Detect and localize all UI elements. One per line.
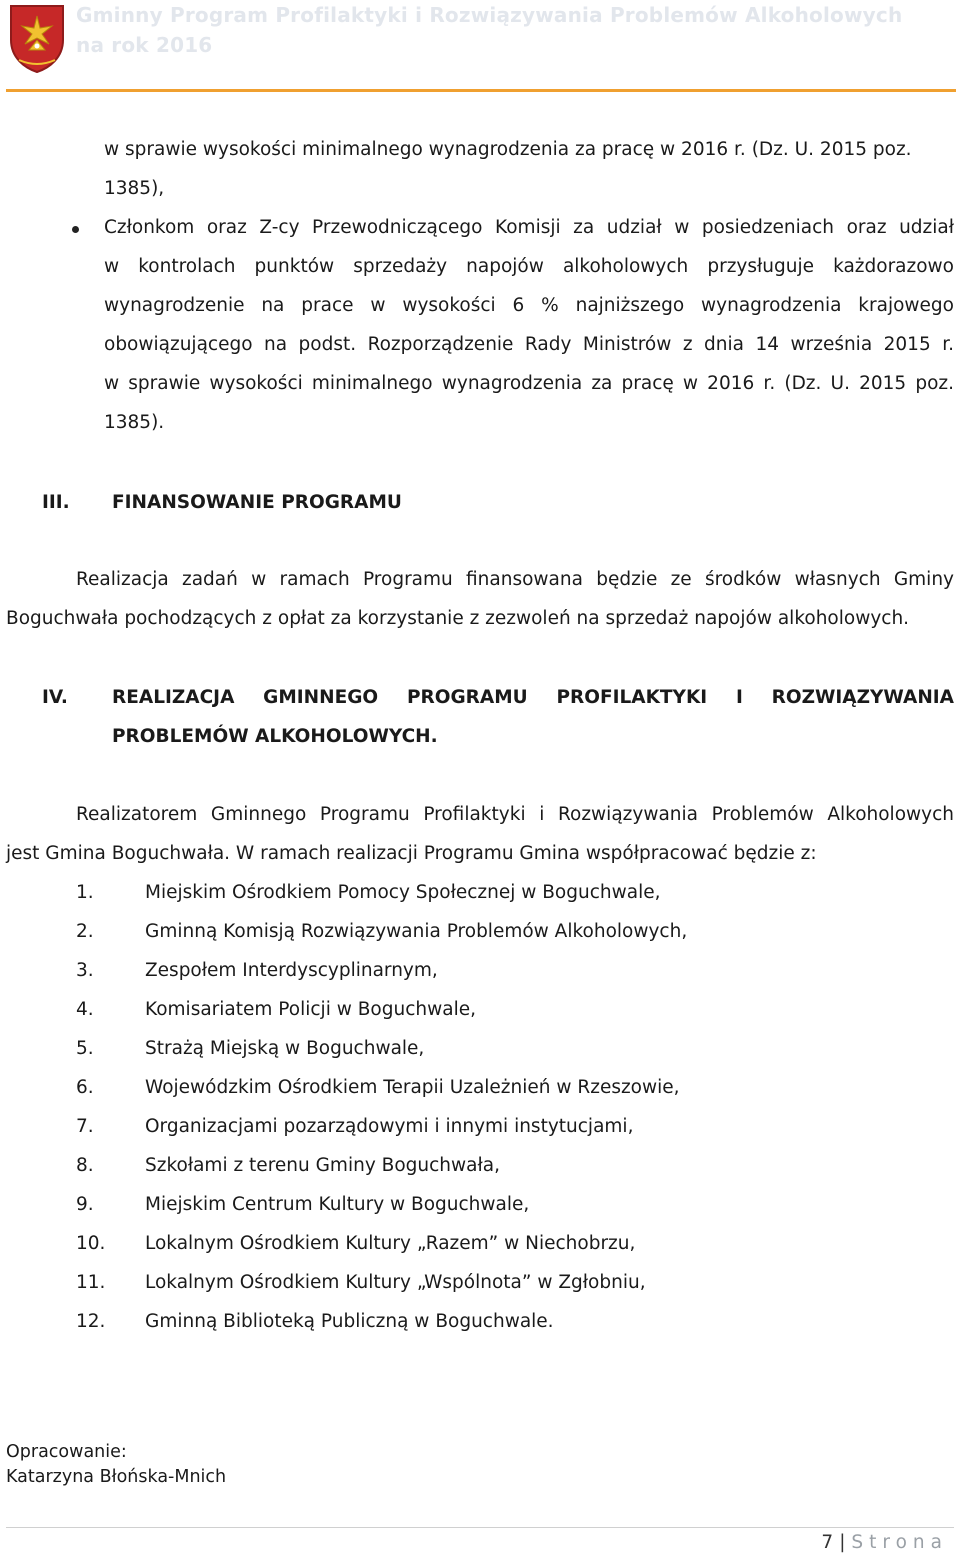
list-item: Gminną Biblioteką Publiczną w Boguchwale. [145,1311,554,1332]
header-title-line2: na rok 2016 [76,33,213,57]
list-item-number: 12. [76,1311,106,1332]
list-item: Gminną Komisją Rozwiązywania Problemów Alkoholowych, [145,921,688,942]
section-number: III. [42,492,70,513]
signature-label: Opracowanie: [6,1442,127,1462]
list-item: Miejskim Ośrodkiem Pomocy Społecznej w Boguchwale, [145,882,661,903]
list-item-number: 4. [76,999,94,1020]
list-item: Strażą Miejską w Boguchwale, [145,1038,425,1059]
list-item: Komisariatem Policji w Boguchwale, [145,999,476,1020]
list-item: Zespołem Interdyscyplinarnym, [145,960,438,981]
list-item-number: 9. [76,1194,94,1215]
list-item: Organizacjami pozarządowymi i innymi instytucjami, [145,1116,634,1137]
page-number [821,1531,948,1555]
continuation-line: 1385), [104,178,165,199]
signature-name: Katarzyna Błońska-Mnich [6,1467,227,1487]
paragraph-line: Realizatorem Gminnego Programu Profilaktyki i Rozwiązywania Problemów Alkoholowych [76,804,954,825]
list-item-number: 3. [76,960,94,981]
list-item: Lokalnym Ośrodkiem Kultury „Razem” w Niechobrzu, [145,1233,636,1254]
bullet-text-line: Członkom oraz Z-cy Przewodniczącego Komisji za udział w posiedzeniach oraz udział [104,217,954,238]
list-item: Wojewódzkim Ośrodkiem Terapii Uzależnień w Rzeszowie, [145,1077,680,1098]
section-heading: FINANSOWANIE PROGRAMU [112,492,402,513]
list-item-number: 5. [76,1038,94,1059]
continuation-line: w sprawie wysokości minimalnego wynagrodzenia za pracę w 2016 r. (Dz. U. 2015 poz. [104,139,912,160]
list-item: Lokalnym Ośrodkiem Kultury „Wspólnota” w Zgłobniu, [145,1272,646,1293]
document-header [0,0,960,92]
header-title-line1: Gminny Program Profilaktyki i Rozwiązywania Problemów Alkoholowych [76,3,903,27]
page-number-value: 7 [821,1532,834,1553]
footer-divider [6,1527,954,1528]
list-item-number: 8. [76,1155,94,1176]
bullet-text-line: obowiązującego na podst. Rozporządzenie Rady Ministrów z dnia 14 września 2015 r. [104,334,954,355]
list-item-number: 11. [76,1272,106,1293]
paragraph-line: Boguchwała pochodzących z opłat za korzystanie z zezwoleń na sprzedaż napojów alkoholowych. [6,608,910,629]
list-item-number: 6. [76,1077,94,1098]
list-item: Szkołami z terenu Gminy Boguchwała, [145,1155,500,1176]
list-item-number: 10. [76,1233,106,1254]
page-number-separator: | [839,1532,846,1553]
coat-of-arms-icon [7,2,67,74]
header-divider [6,89,956,92]
bullet-text-line: w sprawie wysokości minimalnego wynagrodzenia za pracę w 2016 r. (Dz. U. 2015 poz. [104,373,954,394]
bullet-text-line: wynagrodzenie na prace w wysokości 6 % najniższego wynagrodzenia krajowego [104,295,954,316]
bullet-text-line: 1385). [104,412,165,433]
list-item-number: 7. [76,1116,94,1137]
header-title [76,0,956,60]
paragraph-line: jest Gmina Boguchwała. W ramach realizacji Programu Gmina współpracować będzie z: [6,843,817,864]
section-number: IV. [42,687,68,708]
paragraph-line: Realizacja zadań w ramach Programu finansowana będzie ze środków własnych Gminy [76,569,954,590]
bullet-text-line: w kontrolach punktów sprzedaży napojów alkoholowych przysługuje każdorazowo [104,256,954,277]
list-item: Miejskim Centrum Kultury w Boguchwale, [145,1194,530,1215]
section-heading: REALIZACJA GMINNEGO PROGRAMU PROFILAKTYKI I ROZWIĄZYWANIA [112,687,954,708]
list-item-number: 1. [76,882,94,903]
section-heading: PROBLEMÓW ALKOHOLOWYCH. [112,726,438,747]
page-label: Strona [851,1532,948,1553]
list-item-number: 2. [76,921,94,942]
bullet-icon [72,226,79,233]
